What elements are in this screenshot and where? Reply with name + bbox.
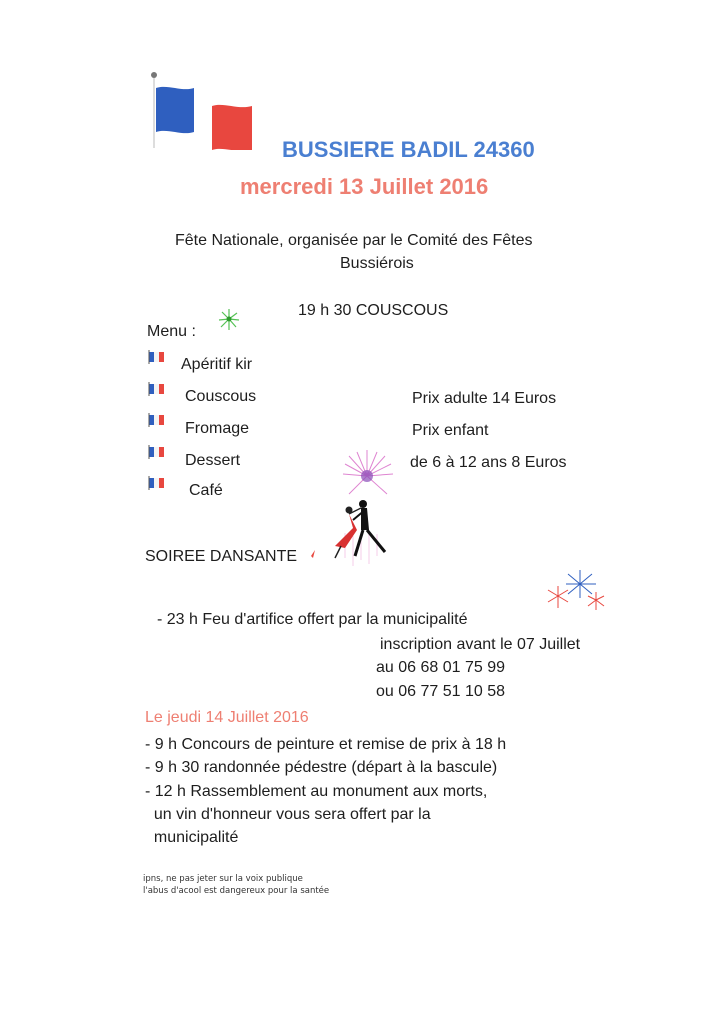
firework-icon xyxy=(542,566,608,614)
french-flag-icon xyxy=(148,382,166,396)
french-flag-icon xyxy=(148,413,166,427)
date-title: mercredi 13 Juillet 2016 xyxy=(240,174,489,199)
phone-2: ou 06 77 51 10 58 xyxy=(376,683,506,700)
jeudi-item: - 9 h Concours de peinture et remise de prix à 18 h xyxy=(145,736,507,753)
menu-item: Apéritif kir xyxy=(181,356,253,373)
menu-label: Menu : xyxy=(147,323,196,340)
soiree-dansante: SOIREE DANSANTE xyxy=(145,548,298,565)
phone-1: au 06 68 01 75 99 xyxy=(376,659,506,676)
menu-item: Couscous xyxy=(185,388,257,405)
jeudi-item: municipalité xyxy=(145,829,239,846)
menu-item: Dessert xyxy=(185,452,241,469)
jeudi-item: un vin d'honneur vous sera offert par la xyxy=(145,806,431,823)
footer-line-2: l'abus d'acool est dangereux pour la santée xyxy=(143,886,330,896)
menu-item: Café xyxy=(189,482,223,499)
price-adult: Prix adulte 14 Euros xyxy=(412,390,557,407)
dancing-couple-icon xyxy=(305,448,415,568)
firework-icon xyxy=(218,308,240,336)
jeudi-item: - 12 h Rassemblement au monument aux morts, xyxy=(145,783,488,800)
intro-line-1: Fête Nationale, organisée par le Comité des Fêtes xyxy=(175,232,533,249)
french-flag-icon xyxy=(148,350,166,364)
intro-line-2: Bussiérois xyxy=(340,255,414,272)
french-flag-icon xyxy=(148,70,258,150)
price-child: Prix enfant xyxy=(412,422,489,439)
menu-item: Fromage xyxy=(185,420,250,437)
french-flag-icon xyxy=(148,476,166,490)
price-child-detail: de 6 à 12 ans 8 Euros xyxy=(410,454,567,471)
event-time: 19 h 30 COUSCOUS xyxy=(298,302,449,319)
french-flag-icon xyxy=(148,445,166,459)
jeudi-item: - 9 h 30 randonnée pédestre (départ à la bascule) xyxy=(145,759,498,776)
jeudi-title: Le jeudi 14 Juillet 2016 xyxy=(145,709,309,726)
footer-line-1: ipns, ne pas jeter sur la voix publique xyxy=(143,874,303,884)
inscription-line: inscription avant le 07 Juillet xyxy=(380,636,581,653)
fireworks-line: - 23 h Feu d'artifice offert par la municipalité xyxy=(157,611,468,628)
location-title: BUSSIERE BADIL 24360 xyxy=(282,137,535,162)
